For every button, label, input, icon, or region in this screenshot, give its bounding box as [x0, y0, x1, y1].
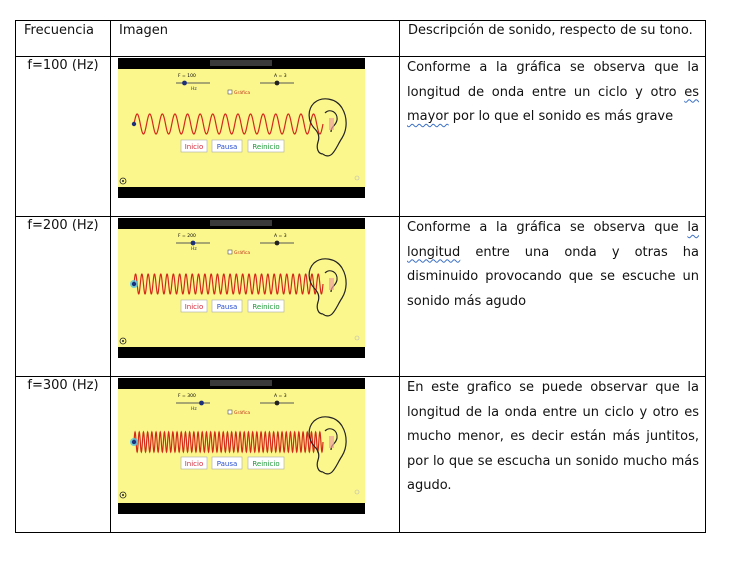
graph-checkbox[interactable] — [228, 90, 232, 94]
graph-checkbox-label: Gráfica — [234, 251, 251, 256]
frequency-slider-thumb[interactable] — [199, 401, 204, 406]
wave-source-dot — [132, 440, 136, 444]
header-description: Descripción de sonido, respecto de su tono. — [400, 21, 706, 57]
bottom-bar — [118, 187, 365, 198]
graph-checkbox[interactable] — [228, 250, 232, 254]
bottom-bar — [118, 503, 365, 514]
svg-text:Pausa: Pausa — [216, 460, 238, 468]
description-cell: Conforme a la gráfica se observa que la longitud de onda entre un ciclo y otro es mayor por lo que el sonido es más grave — [400, 57, 706, 217]
frequency-table — [15, 20, 706, 533]
reset-button[interactable] — [248, 457, 284, 469]
frequency-slider-thumb[interactable] — [182, 81, 187, 86]
svg-text:Inicio: Inicio — [184, 303, 204, 311]
frequency-cell: f=200 (Hz) — [16, 217, 111, 377]
frequency-slider-label: F = 300 — [178, 394, 196, 399]
reset-button[interactable] — [248, 300, 284, 312]
reset-button[interactable] — [248, 140, 284, 152]
amplitude-slider-label: A = 3 — [274, 74, 287, 79]
unit-label: Hz — [191, 407, 197, 412]
svg-text:Reinicio: Reinicio — [252, 143, 280, 151]
wave-source-dot — [132, 282, 136, 286]
wave-simulation-image — [118, 58, 365, 198]
header-image: Imagen — [111, 21, 400, 57]
image-cell — [111, 57, 400, 217]
table-header-row — [16, 21, 706, 57]
start-button[interactable] — [181, 457, 207, 469]
table-row — [16, 217, 706, 377]
wave-source-dot — [132, 122, 136, 126]
svg-text:Pausa: Pausa — [216, 143, 238, 151]
header-frequency: Frecuencia — [16, 21, 111, 57]
unit-label: Hz — [191, 87, 197, 92]
svg-text:Reinicio: Reinicio — [252, 303, 280, 311]
amplitude-slider-label: A = 3 — [274, 234, 287, 239]
graph-checkbox-label: Gráfica — [234, 91, 251, 96]
image-cell — [111, 377, 400, 533]
frequency-cell: f=300 (Hz) — [16, 377, 111, 533]
pause-button[interactable] — [212, 457, 242, 469]
graph-checkbox-label: Gráfica — [234, 411, 251, 416]
frequency-slider-label: F = 200 — [178, 234, 196, 239]
start-button[interactable] — [181, 140, 207, 152]
bottom-bar — [118, 347, 365, 358]
description-cell: En este grafico se puede observar que la longitud de la onda entre un ciclo y otro es mucho menor, es decir están más juntitos, por lo que se escucha un sonido mucho más agudo. — [400, 377, 706, 533]
start-button[interactable] — [181, 300, 207, 312]
svg-text:Reinicio: Reinicio — [252, 460, 280, 468]
image-cell — [111, 217, 400, 377]
table-row — [16, 57, 706, 217]
frequency-slider-thumb[interactable] — [191, 241, 196, 246]
amplitude-slider-thumb[interactable] — [275, 241, 280, 246]
svg-text:Inicio: Inicio — [184, 460, 204, 468]
description-cell: Conforme a la gráfica se observa que la longitud entre una onda y otras ha disminuido provocando que se escuche un sonido más agudo — [400, 217, 706, 377]
svg-text:Inicio: Inicio — [184, 143, 204, 151]
amplitude-slider-thumb[interactable] — [275, 81, 280, 86]
frequency-slider-label: F = 100 — [178, 74, 196, 79]
wave-simulation-image — [118, 378, 365, 514]
graph-checkbox[interactable] — [228, 410, 232, 414]
table-row — [16, 377, 706, 533]
amplitude-slider-thumb[interactable] — [275, 401, 280, 406]
pause-button[interactable] — [212, 140, 242, 152]
frequency-cell: f=100 (Hz) — [16, 57, 111, 217]
pause-button[interactable] — [212, 300, 242, 312]
svg-text:Pausa: Pausa — [216, 303, 238, 311]
amplitude-slider-label: A = 3 — [274, 394, 287, 399]
wave-simulation-image — [118, 218, 365, 358]
unit-label: Hz — [191, 247, 197, 252]
